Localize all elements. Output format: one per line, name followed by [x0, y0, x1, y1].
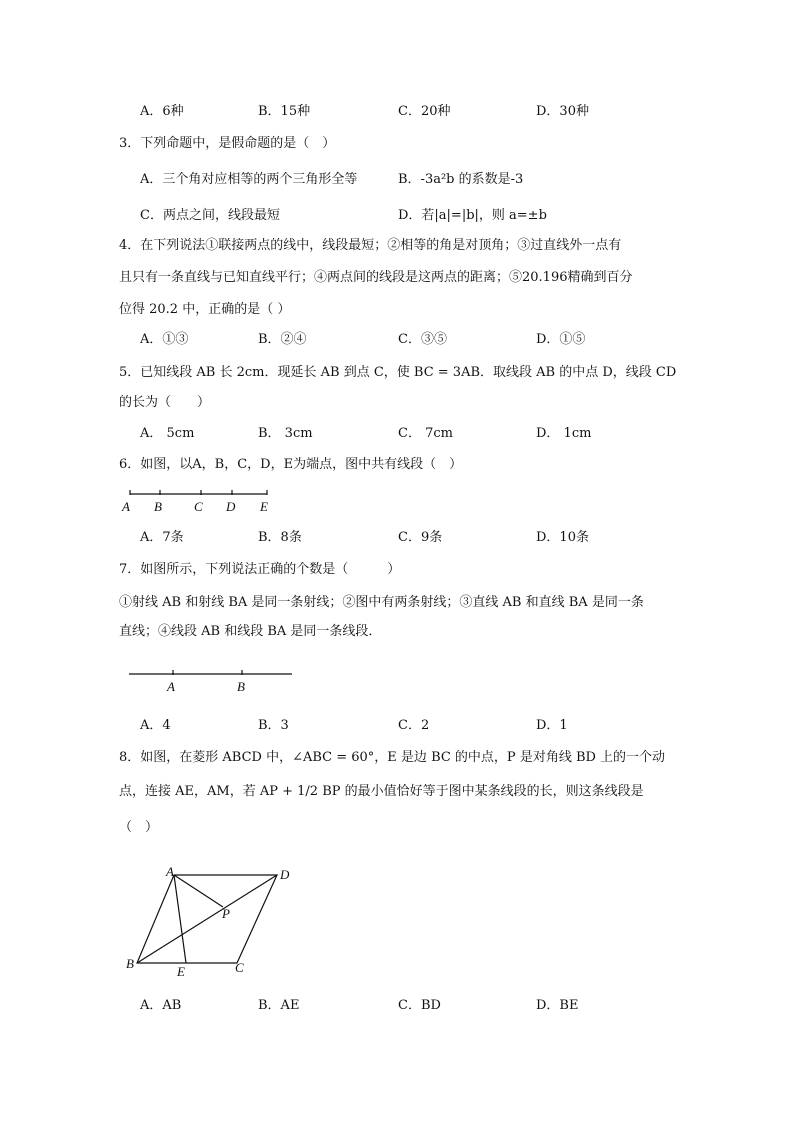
- q7-stem: 7．如图所示，下列说法正确的个数是（ ）: [119, 562, 401, 577]
- q2-option-b: B．15种: [258, 104, 311, 119]
- q6-option-a: A．7条: [140, 530, 184, 545]
- q2-option-c: C．20种: [398, 104, 451, 119]
- q8-line-3: （ ）: [119, 820, 159, 835]
- q8-label-c: C: [235, 960, 244, 975]
- q4-option-a: A．①③: [140, 332, 189, 347]
- q4-line-3: 位得 20.2 中，正确的是（ ）: [119, 302, 291, 317]
- q5-option-d: D． 1cm: [536, 426, 592, 441]
- q6-label-c: C: [194, 499, 203, 514]
- q3-option-d: D．若|a|=|b|，则 a=±b: [398, 208, 547, 223]
- q5-option-b: B． 3cm: [258, 426, 313, 441]
- q8-diagonal-bd: [137, 875, 277, 963]
- q3-option-a: A．三个角对应相等的两个三角形全等: [140, 172, 358, 187]
- q6-option-c: C．9条: [398, 530, 443, 545]
- q6-option-d: D．10条: [536, 530, 589, 545]
- q7-label-a: A: [167, 679, 175, 694]
- q8-option-b: B．AE: [258, 998, 300, 1013]
- q5-option-a: A． 5cm: [140, 426, 195, 441]
- q8-segment-ae: [174, 875, 186, 963]
- q4-line-1: 4．在下列说法①联接两点的线中，线段最短；②相等的角是对顶角；③过直线外一点有: [119, 238, 622, 253]
- q7-label-b: B: [237, 679, 245, 694]
- q4-option-c: C．③⑤: [398, 332, 447, 347]
- q8-line-2: 点，连接 AE，AM，若 AP + 1/2 BP 的最小值恰好等于图中某条线段的长，则这条线段是: [119, 784, 644, 799]
- q2-option-d: D．30种: [536, 104, 589, 119]
- q7-option-c: C．2: [398, 718, 430, 733]
- q8-option-a: A．AB: [140, 998, 182, 1013]
- q8-rhombus-figure: [120, 860, 300, 980]
- q8-label-d: D: [280, 867, 290, 882]
- q3-stem: 3．下列命题中，是假命题的是（ ）: [119, 136, 336, 151]
- q3-option-b: B．-3a²b 的系数是-3: [398, 172, 524, 187]
- q6-label-b: B: [154, 499, 162, 514]
- q8-option-c: C．BD: [398, 998, 441, 1013]
- q6-option-b: B．8条: [258, 530, 302, 545]
- q5-line-2: 的长为（ ）: [119, 395, 211, 410]
- q7-option-b: B．3: [258, 718, 289, 733]
- q6-label-e: E: [260, 499, 268, 514]
- q6-stem: 6．如图，以A，B，C，D，E为端点，图中共有线段（ ）: [119, 457, 463, 472]
- q5-line-1: 5．已知线段 AB 长 2cm．现延长 AB 到点 C，使 BC = 3AB．取线段 AB 的中点 D，线段 CD: [119, 365, 677, 380]
- q8-label-p: P: [222, 906, 230, 921]
- q7-option-a: A．4: [140, 718, 171, 733]
- q8-label-b: B: [126, 956, 134, 971]
- q2-option-a: A．6种: [140, 104, 184, 119]
- q8-label-e: E: [177, 964, 185, 979]
- q6-label-d: D: [226, 499, 236, 514]
- q6-label-a: A: [122, 499, 130, 514]
- q3-option-c: C．两点之间，线段最短: [140, 208, 280, 223]
- q8-label-a: A: [166, 864, 174, 879]
- q7-option-d: D．1: [536, 718, 568, 733]
- q4-option-d: D．①⑤: [536, 332, 586, 347]
- q8-segment-ap: [174, 875, 223, 907]
- q7-line-2: 直线；④线段 AB 和线段 BA 是同一条线段．: [119, 624, 382, 639]
- q8-option-d: D．BE: [536, 998, 579, 1013]
- q4-line-2: 且只有一条直线与已知直线平行；④两点间的线段是这两点的距离；⑤20.196精确到百分: [119, 270, 633, 285]
- q7-line-1: ①射线 AB 和射线 BA 是同一条射线；②图中有两条射线；③直线 AB 和直线 BA 是同一条: [119, 595, 644, 610]
- q5-option-c: C． 7cm: [398, 426, 453, 441]
- q8-line-1: 8．如图，在菱形 ABCD 中，∠ABC = 60°，E 是边 BC 的中点，P 是对角线 BD 上的一个动: [119, 750, 666, 765]
- q6-figure: [120, 484, 280, 516]
- q7-figure: [125, 664, 300, 696]
- q4-option-b: B．②④: [258, 332, 307, 347]
